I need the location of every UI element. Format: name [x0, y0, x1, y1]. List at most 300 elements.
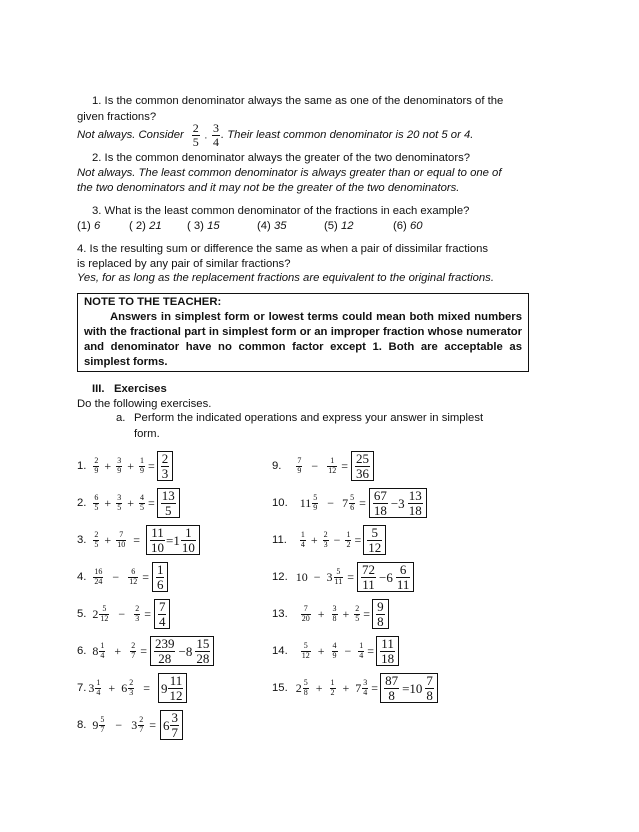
- fraction: [116, 457, 122, 475]
- numerator: 5: [334, 568, 344, 577]
- numerator: 5: [303, 678, 308, 688]
- numerator: 2: [192, 120, 199, 135]
- equals-sign: =: [140, 643, 147, 658]
- q4-answer: Yes, for as long as the replacement fractions are equivalent to the original fractions.: [77, 272, 494, 284]
- operator: +: [315, 680, 323, 695]
- numerator: 11: [151, 524, 164, 540]
- operator: −: [118, 606, 126, 621]
- answer-fraction: [408, 489, 423, 517]
- operator: +: [104, 458, 112, 473]
- fraction: [330, 679, 336, 697]
- answer-box: [157, 488, 180, 518]
- q3-value: 60: [409, 220, 423, 232]
- operator: +: [342, 606, 350, 621]
- q3-answer-6: [393, 219, 423, 234]
- numerator: 15: [196, 635, 210, 651]
- operator: −: [112, 569, 120, 584]
- denominator: 9: [313, 502, 318, 512]
- fraction: [138, 716, 144, 734]
- numerator: 1: [346, 530, 351, 540]
- equals-sign: =: [359, 495, 366, 510]
- denominator: 11: [362, 576, 375, 592]
- answer-fraction: [150, 526, 165, 554]
- numerator: 5: [100, 715, 105, 725]
- denominator: 28: [196, 650, 210, 666]
- equals-sign: =: [354, 532, 362, 547]
- numerator: 25: [355, 450, 369, 466]
- operator: +: [342, 680, 350, 695]
- answer-mixed-whole: −8: [178, 643, 193, 659]
- numerator: 2: [355, 604, 360, 614]
- numerator: 1: [139, 456, 144, 466]
- denominator: 9: [297, 465, 302, 475]
- answer-box: [146, 525, 200, 555]
- problem-4: [77, 561, 168, 593]
- denominator: 8: [426, 687, 433, 703]
- note-title: NOTE TO THE TEACHER:: [84, 296, 222, 308]
- q1-separator: ,: [204, 130, 207, 140]
- equals-sign: =: [341, 458, 348, 473]
- q3-label: (6): [393, 220, 407, 232]
- denominator: 3: [161, 465, 169, 481]
- numerator: 2: [139, 715, 144, 725]
- fraction: [296, 457, 302, 475]
- q1-answer-post: . Their least common denominator is 20 not 5 or 4.: [220, 128, 474, 141]
- denominator: 5: [139, 502, 144, 512]
- problem-number: 11.: [272, 533, 287, 546]
- answer-fraction: [168, 674, 183, 702]
- answer-whole: 9: [160, 680, 168, 696]
- answer-fraction: [154, 637, 176, 665]
- problem-number: 5.: [77, 607, 87, 620]
- numerator: 11: [381, 635, 394, 651]
- denominator: 8: [332, 613, 337, 623]
- denominator: 9: [139, 465, 144, 475]
- operator: +: [104, 532, 112, 547]
- numerator: 6: [396, 563, 411, 578]
- answer-mixed-whole: −3: [390, 495, 405, 511]
- fraction: [99, 605, 109, 623]
- fraction: [334, 568, 344, 586]
- problem-number: 14.: [272, 644, 288, 657]
- denominator: 3: [129, 687, 134, 697]
- numerator: 3: [332, 604, 337, 614]
- answer-box: [363, 525, 386, 555]
- numerator: 13: [161, 487, 175, 503]
- answer-fraction: [361, 563, 376, 591]
- numerator: 16: [94, 567, 103, 577]
- denominator: 5: [165, 502, 172, 518]
- numerator: 5: [301, 642, 311, 651]
- operator: −: [333, 532, 341, 547]
- answer-box: [152, 562, 169, 592]
- problem-6: [77, 635, 214, 667]
- item-a-line1: Perform the indicated operations and express your answer in simplest: [134, 412, 484, 424]
- equals-sign: =: [142, 569, 149, 584]
- q2-answer-line2: the two denominators and it may not be the greater of the two denominators.: [77, 182, 460, 194]
- problem-number: 7.: [77, 681, 87, 694]
- equals-sign: =: [371, 680, 379, 695]
- fraction: [332, 605, 338, 623]
- whole-number: 3: [131, 717, 138, 732]
- answer-box: [157, 451, 174, 481]
- answer-fraction: [367, 526, 382, 554]
- answer-fraction: [195, 637, 210, 665]
- numerator: 5: [367, 526, 382, 541]
- q4-question-line2: is replaced by any pair of similar fractions?: [77, 258, 291, 270]
- fraction: [358, 642, 364, 660]
- q3-value: 21: [149, 220, 162, 232]
- q1-question-cont: given fractions?: [77, 111, 157, 123]
- answer-fraction: [355, 452, 370, 480]
- numerator: 2: [161, 450, 169, 466]
- denominator: 4: [96, 687, 101, 697]
- denominator: 20: [301, 613, 310, 623]
- denominator: 5: [94, 502, 99, 512]
- whole-number: 3: [88, 680, 95, 695]
- fraction: [93, 531, 99, 549]
- numerator: 13: [408, 487, 422, 503]
- answer-whole: 6: [162, 717, 170, 733]
- fraction: [301, 605, 311, 623]
- equals-sign: =: [149, 717, 156, 732]
- denominator: 7: [139, 724, 144, 734]
- whole-number: 11: [299, 495, 312, 510]
- fraction: [116, 531, 126, 549]
- numerator: 2: [131, 641, 136, 651]
- denominator: 3: [135, 613, 140, 623]
- q3-value: 12: [340, 220, 354, 232]
- answer-fraction: [170, 711, 179, 739]
- denominator: 9: [117, 465, 122, 475]
- q3-answer-5: [324, 219, 354, 234]
- denominator: 9: [94, 465, 99, 475]
- denominator: 8: [377, 613, 384, 629]
- answer-fraction: [396, 563, 411, 591]
- problem-number: 13.: [272, 607, 288, 620]
- whole-number: 7: [355, 680, 362, 695]
- denominator: 5: [117, 502, 122, 512]
- denominator: 18: [408, 502, 422, 518]
- exercises-heading: [92, 382, 167, 397]
- answer-mixed-whole: =10: [402, 680, 423, 696]
- whole-number: 7: [342, 495, 349, 510]
- problem-15: [272, 672, 438, 704]
- denominator: 8: [388, 687, 395, 703]
- fraction: [99, 716, 105, 734]
- problem-number: 10.: [272, 496, 288, 509]
- fraction: [99, 642, 105, 660]
- numerator: 87: [385, 672, 399, 688]
- q3-label: (5): [324, 220, 338, 232]
- whole-number: 6: [121, 680, 128, 695]
- answer-fraction: [156, 563, 165, 591]
- numerator: 7: [116, 531, 126, 540]
- answer-fraction: [158, 600, 167, 628]
- q3-answer-4: [257, 219, 287, 234]
- denominator: 12: [129, 576, 138, 586]
- q4-question-line1: 4. Is the resulting sum or difference the same as when a pair of dissimilar fractions: [77, 243, 489, 255]
- fraction: [312, 494, 318, 512]
- problem-number: 9.: [272, 459, 282, 472]
- numerator: 3: [212, 120, 219, 135]
- answer-fraction: [373, 489, 388, 517]
- numerator: 9: [377, 598, 384, 614]
- problem-number: 6.: [77, 644, 87, 657]
- answer-fraction: [376, 600, 385, 628]
- denominator: 5: [355, 613, 360, 623]
- denominator: 2: [330, 687, 335, 697]
- denominator: 4: [300, 539, 305, 549]
- numerator: 1: [330, 678, 335, 688]
- q1-answer: [77, 120, 473, 150]
- problem-number: 8.: [77, 718, 87, 731]
- fraction: [139, 457, 145, 475]
- fraction: [327, 457, 337, 475]
- fraction: [116, 494, 122, 512]
- q3-answer-2: [129, 219, 162, 234]
- denominator: 6: [350, 502, 355, 512]
- item-a-label: a.: [116, 412, 126, 424]
- numerator: 4: [332, 641, 337, 651]
- denominator: 18: [381, 650, 395, 666]
- numerator: 72: [361, 561, 375, 577]
- item-a-line2: form.: [134, 428, 160, 440]
- fraction: [362, 679, 368, 697]
- numerator: 7: [426, 672, 433, 688]
- q3-label: (1): [77, 220, 91, 232]
- numerator: 1: [181, 526, 196, 541]
- numerator: 2: [129, 678, 134, 688]
- answer-box: [154, 599, 171, 629]
- operator: +: [104, 495, 112, 510]
- section-number: III.: [92, 383, 105, 395]
- problem-number: 12.: [272, 570, 288, 583]
- numerator: 2: [323, 530, 328, 540]
- operator: −: [115, 717, 123, 732]
- denominator: 12: [328, 465, 337, 475]
- fraction: [323, 531, 329, 549]
- denominator: 7: [131, 650, 136, 660]
- fraction: [93, 568, 103, 586]
- q3-question: 3. What is the least common denominator of the fractions in each example?: [92, 205, 470, 217]
- numerator: 11: [169, 672, 183, 688]
- q1-answer-pre: Not always. Consider: [77, 128, 184, 141]
- problem-9: [272, 450, 374, 482]
- whole-number: 3: [326, 569, 333, 584]
- problem-10: [272, 487, 427, 519]
- denominator: 4: [158, 613, 166, 629]
- denominator: 10: [117, 539, 126, 549]
- answer-box: [357, 562, 414, 592]
- q2-answer-line1: Not always. The least common denominator is always greater than or equal to one of: [77, 167, 502, 179]
- numerator: 5: [350, 493, 355, 503]
- equals-sign: =: [367, 643, 375, 658]
- numerator: 6: [128, 568, 138, 577]
- fraction: [332, 642, 338, 660]
- answer-fraction: [181, 526, 196, 554]
- denominator: 5: [192, 134, 199, 149]
- denominator: 12: [100, 613, 109, 623]
- denominator: 7: [171, 724, 178, 740]
- numerator: 7: [158, 598, 166, 614]
- numerator: 5: [313, 493, 318, 503]
- fraction: [301, 642, 311, 660]
- denominator: 6: [156, 576, 164, 592]
- equals-sign: =: [147, 495, 155, 510]
- exercises-intro: Do the following exercises.: [77, 398, 212, 410]
- denominator: 11: [396, 576, 410, 592]
- denominator: 4: [100, 650, 105, 660]
- numerator: 1: [96, 678, 101, 688]
- numerator: 3: [117, 493, 122, 503]
- fraction: [300, 531, 306, 549]
- numerator: 1: [327, 457, 337, 466]
- answer-mixed-whole: −6: [378, 569, 393, 585]
- note-body: Answers in simplest form or lowest terms could mean both mixed numbers with the fractional part in simplest form or an improper fraction whose numerator and denominator have no common factor except 1. Both are acceptable as simplest forms.: [84, 311, 522, 368]
- problem-number: 1.: [77, 459, 87, 472]
- q1-fraction-b: [212, 122, 220, 148]
- operator: −: [313, 569, 321, 584]
- q3-answer-1: [77, 219, 100, 234]
- q3-label: (4): [257, 220, 271, 232]
- answer-fraction: [425, 674, 434, 702]
- denominator: 4: [359, 650, 364, 660]
- numerator: 3: [363, 678, 368, 688]
- problem-number: 3.: [77, 533, 87, 546]
- problem-2: [77, 487, 180, 519]
- denominator: 4: [212, 134, 219, 149]
- problem-8: [77, 709, 183, 741]
- numerator: 7: [297, 456, 302, 466]
- equals-sign: =: [347, 569, 354, 584]
- denominator: 5: [94, 539, 99, 549]
- answer-mixed-whole: =1: [165, 532, 180, 548]
- fraction: [349, 494, 355, 512]
- numerator: 7: [301, 605, 311, 614]
- fraction: [130, 642, 136, 660]
- numerator: 3: [171, 709, 178, 725]
- answer-box: [372, 599, 389, 629]
- denominator: 8: [303, 687, 308, 697]
- whole-number: 2: [92, 606, 99, 621]
- numerator: 67: [373, 487, 387, 503]
- whole-number: 9: [92, 717, 99, 732]
- operator: +: [127, 458, 134, 473]
- denominator: 24: [94, 576, 103, 586]
- numerator: 3: [117, 456, 122, 466]
- fraction: [128, 568, 138, 586]
- problem-number: 2.: [77, 496, 87, 509]
- fraction: [128, 679, 134, 697]
- answer-fraction: [380, 637, 395, 665]
- denominator: 11: [334, 576, 343, 586]
- problem-number: 4.: [77, 570, 87, 583]
- numerator: 4: [139, 493, 144, 503]
- equals-sign: =: [147, 458, 155, 473]
- numerator: 239: [154, 635, 175, 651]
- fraction: [93, 494, 99, 512]
- answer-box: [376, 636, 399, 666]
- answer-box: [369, 488, 427, 518]
- problem-13: [272, 598, 389, 630]
- answer-box: [160, 710, 183, 740]
- answer-fraction: [161, 452, 170, 480]
- operator: +: [114, 643, 122, 658]
- numerator: 6: [94, 493, 99, 503]
- numerator: 2: [135, 604, 140, 614]
- problem-7: [77, 672, 187, 704]
- fraction: [354, 605, 360, 623]
- q1-fraction-a: [192, 122, 200, 148]
- note-to-teacher-box: [77, 293, 529, 372]
- denominator: 4: [363, 687, 368, 697]
- answer-box: [150, 636, 214, 666]
- fraction: [303, 679, 309, 697]
- answer-box: [380, 673, 438, 703]
- denominator: 9: [332, 650, 337, 660]
- denominator: 10: [150, 539, 164, 555]
- problem-number: 15.: [272, 681, 288, 694]
- equals-sign: =: [143, 680, 150, 695]
- denominator: 3: [323, 539, 328, 549]
- denominator: 36: [355, 465, 369, 481]
- denominator: 28: [158, 650, 172, 666]
- numerator: 2: [94, 530, 99, 540]
- q3-value: 6: [93, 220, 101, 232]
- problem-14: [272, 635, 399, 667]
- fraction: [95, 679, 101, 697]
- answer-fraction: [384, 674, 399, 702]
- numerator: 1: [300, 530, 305, 540]
- numerator: 1: [156, 561, 164, 577]
- whole-number: 10: [295, 569, 308, 584]
- answer-box: [351, 451, 374, 481]
- numerator: 2: [94, 456, 99, 466]
- equals-sign: =: [363, 606, 371, 621]
- operator: +: [317, 606, 325, 621]
- fraction: [139, 494, 145, 512]
- whole-number: 8: [92, 643, 99, 658]
- problem-3: [77, 524, 200, 556]
- problem-12: [272, 561, 414, 593]
- denominator: 2: [346, 539, 351, 549]
- q3-value: 35: [273, 220, 287, 232]
- fraction: [93, 457, 99, 475]
- q3-answer-3: [187, 219, 220, 234]
- numerator: 1: [100, 641, 105, 651]
- operator: −: [311, 458, 319, 473]
- operator: +: [317, 643, 325, 658]
- answer-fraction: [161, 489, 176, 517]
- operator: −: [327, 495, 335, 510]
- q1-question: 1. Is the common denominator always the same as one of the denominators of the: [92, 95, 504, 107]
- denominator: 12: [301, 650, 310, 660]
- denominator: 10: [181, 539, 195, 555]
- problem-1: [77, 450, 173, 482]
- q3-value: 15: [207, 220, 220, 232]
- operator: +: [108, 680, 116, 695]
- denominator: 12: [368, 539, 382, 555]
- problem-11: [272, 524, 386, 556]
- problem-5: [77, 598, 170, 630]
- whole-number: 2: [295, 680, 302, 695]
- q2-question: 2. Is the common denominator always the greater of the two denominators?: [92, 152, 471, 164]
- denominator: 18: [373, 502, 387, 518]
- operator: +: [127, 495, 134, 510]
- operator: +: [310, 532, 318, 547]
- equals-sign: =: [144, 606, 151, 621]
